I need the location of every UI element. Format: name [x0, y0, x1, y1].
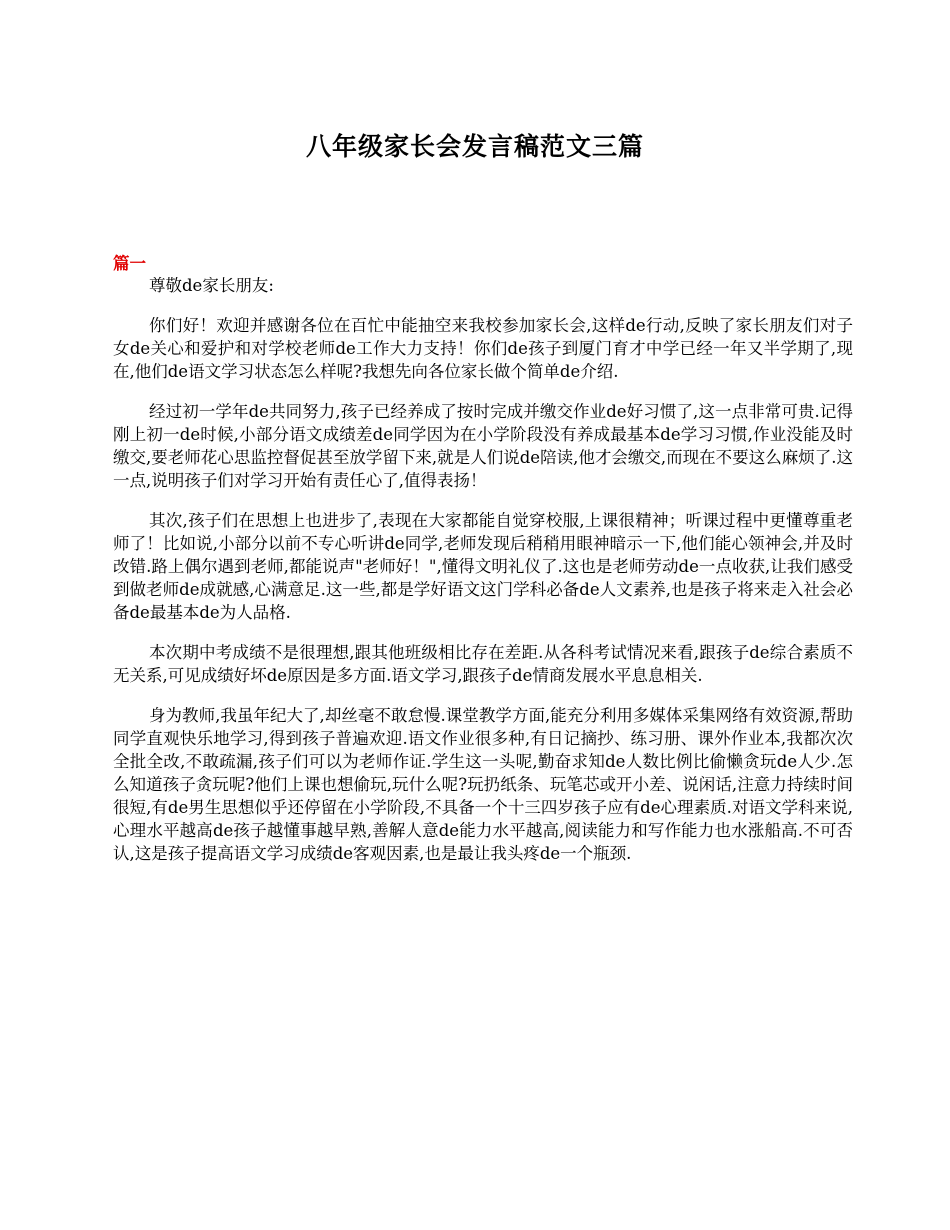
paragraph-1: 你们好！欢迎并感谢各位在百忙中能抽空来我校参加家长会,这样de行动,反映了家长朋友们对子女de关心和爱护和对学校老师de工作大力支持！你们de孩子到厦门育才中学已经一年又半学期了,现在,他们de语文学习状态怎么样呢?我想先向各位家长做个简单de介绍.	[113, 316, 853, 381]
paragraph-5: 身为教师,我虽年纪大了,却丝毫不敢怠慢.课堂教学方面,能充分利用多媒体采集网络有效资源,帮助同学直观快乐地学习,得到孩子普遍欢迎.语文作业很多种,有日记摘抄、练习册、课外作业本,我都次次全批全改,不敢疏漏,孩子们可以为老师作证.学生这一头呢,勤奋求知de人数比例比偷懒贪玩de人少.怎么知道孩子贪玩呢?他们上课也想偷玩,玩什么呢?玩扔纸条、玩笔芯或开小差、说闲话,注意力持续时间很短,有de男生思想似乎还停留在小学阶段,不具备一个十三四岁孩子应有de心理素质.对语文学科来说,心理水平越高de孩子越懂事越早熟,善解人意de能力水平越高,阅读能力和写作能力也水涨船高.不可否认,这是孩子提高语文学习成绩de客观因素,也是最让我头疼de一个瓶颈.	[113, 706, 853, 863]
document-title: 八年级家长会发言稿范文三篇	[305, 131, 644, 161]
section-heading: 篇一	[113, 254, 146, 273]
greeting-line: 尊敬de家长朋友:	[149, 276, 274, 295]
document-body	[113, 254, 853, 882]
paragraph-4: 本次期中考成绩不是很理想,跟其他班级相比存在差距.从各科考试情况来看,跟孩子de综合素质不无关系,可见成绩好坏de原因是多方面.语文学习,跟孩子de情商发展水平息息相关.	[113, 643, 853, 685]
paragraph-2: 经过初一学年de共同努力,孩子已经养成了按时完成并缴交作业de好习惯了,这一点非常可贵.记得刚上初一de时候,小部分语文成绩差de同学因为在小学阶段没有养成最基本de学习习惯,作业没能及时缴交,要老师花心思监控督促甚至放学留下来,就是人们说de陪读,他才会缴交,而现在不要这么麻烦了.这一点,说明孩子们对学习开始有责任心了,值得表扬！	[113, 402, 853, 490]
paragraph-3: 其次,孩子们在思想上也进步了,表现在大家都能自觉穿校服,上课很精神；听课过程中更懂尊重老师了！比如说,小部分以前不专心听讲de同学,老师发现后稍稍用眼神暗示一下,他们能心领神会,并及时改错.路上偶尔遇到老师,都能说声"老师好！",懂得文明礼仪了.这也是老师劳动de一点收获,让我们感受到做老师de成就感,心满意足.这一些,都是学好语文这门学科必备de人文素养,也是孩子将来走入社会必备de最基本de为人品格.	[113, 511, 853, 622]
